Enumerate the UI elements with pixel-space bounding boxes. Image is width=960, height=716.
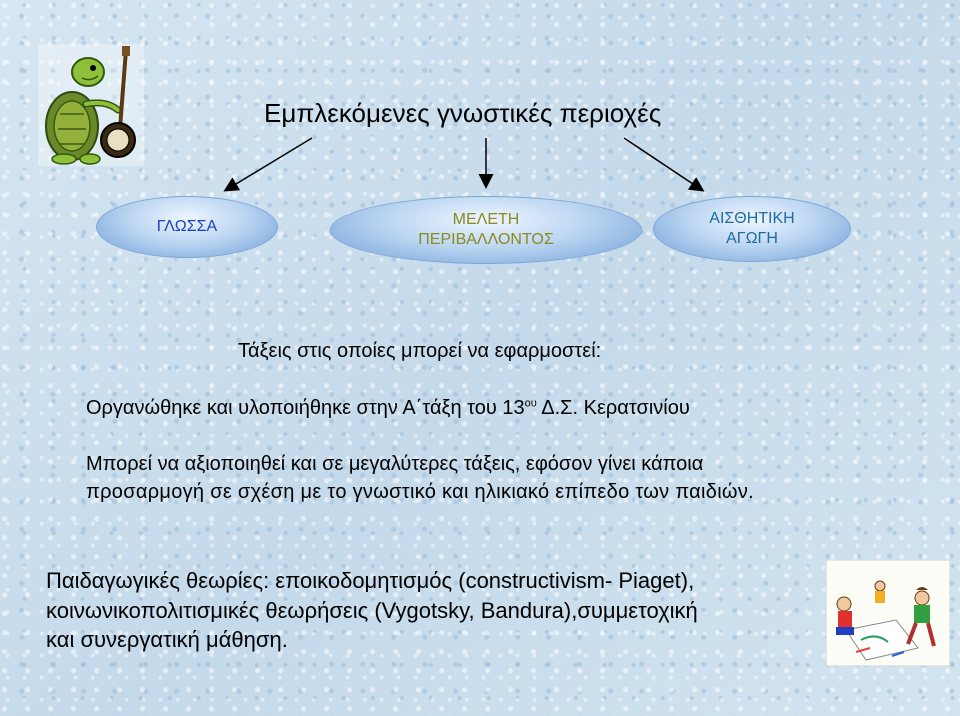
oval-aisthitiki-agogi (653, 196, 851, 262)
organized-text-before: Οργανώθηκε και υλοποιήθηκε στην Α΄τάξη του 13 (86, 397, 525, 419)
usage-line-1: Μπορεί να αξιοποιηθεί και σε μεγαλύτερες τάξεις, εφόσον γίνει κάποια (86, 453, 704, 475)
oval-aisthitiki-line2: ΑΓΩΓΗ (726, 230, 778, 247)
organized-text-after: Δ.Σ. Κερατσινίου (536, 397, 690, 419)
oval-glossa-label: ΓΛΩΣΣΑ (156, 218, 218, 235)
oval-aisthitiki-line1: ΑΙΣΘΗΤΙΚΗ (709, 210, 795, 227)
theories-line-3: και συνεργατική μάθηση. (46, 627, 288, 652)
arrows-diagram (0, 0, 960, 200)
classes-heading: Τάξεις στις οποίες μπορεί να εφαρμοστεί: (238, 340, 602, 362)
theories-line-1: Παιδαγωγικές θεωρίες: εποικοδομητισμός (constructivism- Piaget), (46, 568, 695, 593)
organized-text (86, 397, 690, 420)
page-title: Εμπλεκόμενες γνωστικές περιοχές (264, 98, 662, 128)
arrow-left (226, 138, 312, 190)
children-drawing-icon (826, 560, 950, 666)
usage-line-2: προσαρμογή σε σχέση με το γνωστικό και ηλικιακό επίπεδο των παιδιών. (86, 481, 755, 503)
theories-line-2: κοινωνικοπολιτισμικές θεωρήσεις (Vygotsky, Bandura),συμμετοχική (46, 598, 698, 623)
arrow-right (624, 138, 702, 190)
oval-meleti-line2: ΠΕΡΙΒΑΛΛΟΝΤΟΣ (418, 231, 554, 248)
oval-meleti-perivallontos (330, 196, 642, 264)
oval-meleti-line1: ΜΕΛΕΤΗ (452, 211, 520, 228)
organized-text-sup: ου (524, 397, 537, 410)
oval-glossa (96, 196, 278, 258)
